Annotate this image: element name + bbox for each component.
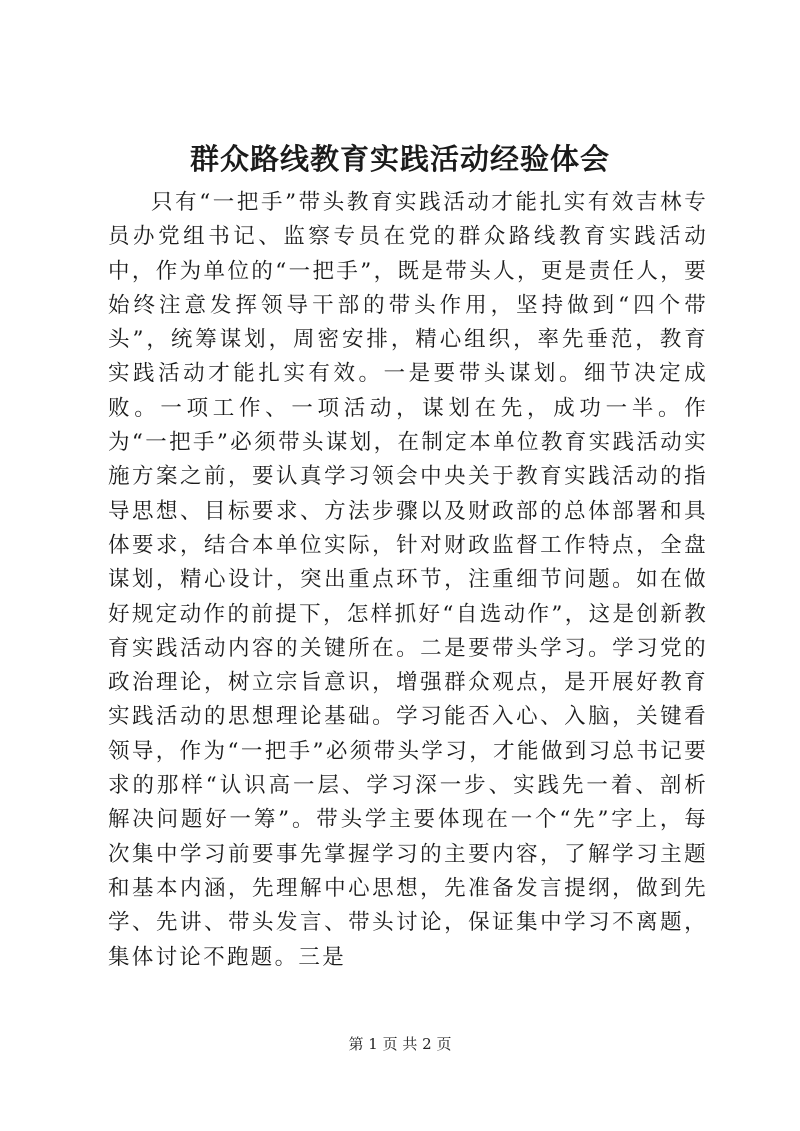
- document-body-paragraph: 只有“一把手”带头教育实践活动才能扎实有效吉林专员办党组书记、监察专员在党的群众路线教育实践活动中，作为单位的“一把手”，既是带头人，更是责任人，要始终注意发挥领导干部的带头作用，坚持做到“四个带头”，统筹谋划，周密安排，精心组织，率先垂范，教育实践活动才能扎实有效。一是要带头谋划。细节决定成败。一项工作、一项活动，谋划在先，成功一半。作为“一把手”必须带头谋划，在制定本单位教育实践活动实施方案之前，要认真学习领会中央关于教育实践活动的指导思想、目标要求、方法步骤以及财政部的总体部署和具体要求，结合本单位实际，针对财政监督工作特点，全盘谋划，精心设计，突出重点环节，注重细节问题。如在做好规定动作的前提下，怎样抓好“自选动作”，这是创新教育实践活动内容的关键所在。二是要带头学习。学习党的政治理论，树立宗旨意识，增强群众观点，是开展好教育实践活动的思想理论基础。学习能否入心、入脑，关键看领导，作为“一把手”必须带头学习，才能做到习总书记要求的那样“认识高一层、学习深一步、实践先一着、剖析解决问题好一筹”。带头学主要体现在一个“先”字上，每次集中学习前要事先掌握学习的主要内容，了解学习主题和基本内涵，先理解中心思想，先准备发言提纲，做到先学、先讲、带头发言、带头讨论，保证集中学习不离题，集体讨论不跑题。三是: [108, 190, 708, 970]
- document-title: 群众路线教育实践活动经验体会: [189, 142, 610, 176]
- page-number-footer: 第 1 页 共 2 页: [348, 1035, 452, 1053]
